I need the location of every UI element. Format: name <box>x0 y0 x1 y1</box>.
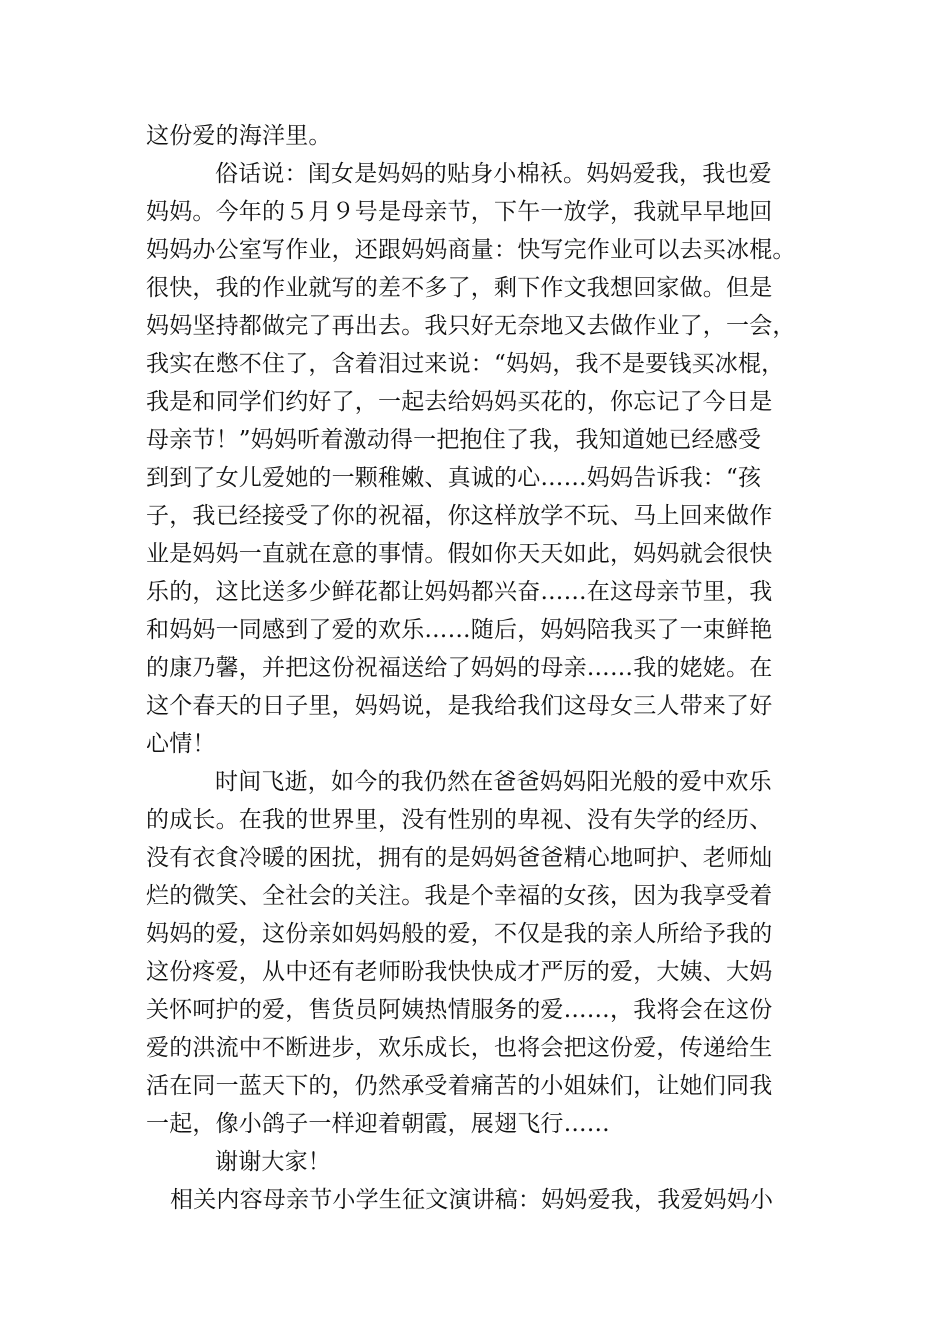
text-line: 我是和同学们约好了，一起去给妈妈买花的，你忘记了今日是 <box>146 389 773 415</box>
text-line: 子，我已经接受了你的祝福，你这样放学不玩、马上回来做作 <box>146 503 773 529</box>
text-line: 和妈妈一同感到了爱的欢乐……随后，妈妈陪我买了一束鲜艳 <box>146 617 773 643</box>
text-line: 母亲节！”妈妈听着激动得一把抱住了我，我知道她已经感受 <box>146 427 762 453</box>
text-line: 乐的，这比送多少鲜花都让妈妈都兴奋……在这母亲节里，我 <box>146 579 773 605</box>
text-line: 这个春天的日子里，妈妈说，是我给我们这母女三人带来了好 <box>146 693 773 719</box>
text-line: 我实在憋不住了，含着泪过来说：“妈妈，我不是要钱买冰棍， <box>146 351 785 377</box>
text-line: 烂的微笑、全社会的关注。我是个幸福的女孩，因为我享受着 <box>146 883 773 909</box>
text-line: 很快，我的作业就写的差不多了，剩下作文我想回家做。但是 <box>146 275 773 301</box>
text-line: 没有衣食冷暖的困扰，拥有的是妈妈爸爸精心地呵护、老师灿 <box>146 845 773 871</box>
text-line: 妈妈。今年的５月９号是母亲节，下午一放学，我就早早地回 <box>146 199 773 225</box>
text-line: 关怀呵护的爱，售货员阿姨热情服务的爱……，我将会在这份 <box>146 997 773 1023</box>
closing-line: 谢谢大家！ <box>215 1149 331 1175</box>
text-line: 心情！ <box>146 731 216 757</box>
text-line: 一起，像小鸽子一样迎着朝霞，展翅飞行…… <box>146 1111 610 1137</box>
paragraph-start-line: 时间飞逝，如今的我仍然在爸爸妈妈阳光般的爱中欢乐 <box>215 769 772 795</box>
text-line: 业是妈妈一直就在意的事情。假如你天天如此，妈妈就会很快 <box>146 541 773 567</box>
text-line: 这份疼爱，从中还有老师盼我快快成才严厉的爱，大姨、大妈 <box>146 959 773 985</box>
related-content-line: 相关内容母亲节小学生征文演讲稿：妈妈爱我，我爱妈妈小 <box>170 1187 774 1213</box>
text-line: 的康乃馨，并把这份祝福送给了妈妈的母亲……我的姥姥。在 <box>146 655 773 681</box>
text-line: 到到了女儿爱她的一颗稚嫩、真诚的心……妈妈告诉我：“孩 <box>146 465 762 491</box>
text-line: 这份爱的海洋里。 <box>146 123 332 149</box>
text-line: 妈妈坚持都做完了再出去。我只好无奈地又去做作业了，一会， <box>146 313 796 339</box>
text-line: 妈妈办公室写作业，还跟妈妈商量：快写完作业可以去买冰棍。 <box>146 237 796 263</box>
text-line: 妈妈的爱，这份亲如妈妈般的爱，不仅是我的亲人所给予我的 <box>146 921 773 947</box>
text-line: 爱的洪流中不断进步，欢乐成长，也将会把这份爱，传递给生 <box>146 1035 773 1061</box>
text-line: 的成长。在我的世界里，没有性别的卑视、没有失学的经历、 <box>146 807 773 833</box>
paragraph-start-line: 俗话说：闺女是妈妈的贴身小棉袄。妈妈爱我，我也爱 <box>215 161 772 187</box>
text-line: 活在同一蓝天下的，仍然承受着痛苦的小姐妹们，让她们同我 <box>146 1073 773 1099</box>
